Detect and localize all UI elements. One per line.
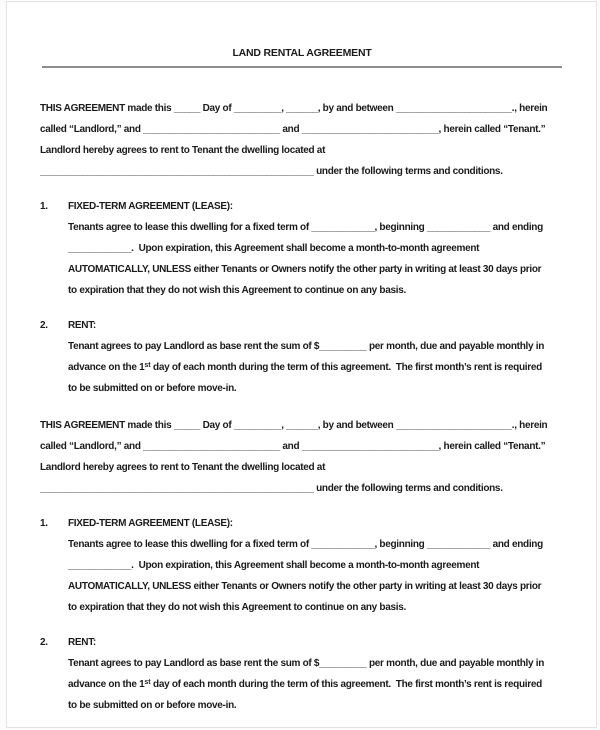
body-line: Tenant agrees to pay Landlord as base rent the sum of $_________ per month, due and payable monthly in: [68, 658, 545, 669]
body-line: AUTOMATICALLY, UNLESS either Tenants or Owners notify the other party in writing at least 30 days prior: [68, 264, 542, 275]
section-body: [68, 217, 564, 301]
section-body: [68, 653, 564, 716]
agreement-block-2: [40, 415, 564, 716]
intro-line: Landlord hereby agrees to rent to Tenant the dwelling located at: [40, 462, 326, 473]
section-fixed-term: [40, 196, 564, 301]
body-line: to be submitted on or before move-in.: [68, 383, 237, 394]
body-line: AUTOMATICALLY, UNLESS either Tenants or Owners notify the other party in writing at least 30 days prior: [68, 581, 542, 592]
body-line: Tenants agree to lease this dwelling for a fixed term of ____________, beginning ____________ and ending: [68, 539, 543, 550]
intro-line: THIS AGREEMENT made this _____ Day of _________, ______, by and between ______________________., herein: [40, 103, 548, 114]
document-content: [7, 47, 596, 716]
section-rent: [40, 315, 564, 399]
body-line: Tenants agree to lease this dwelling for a fixed term of ____________, beginning ____________ and ending: [68, 222, 543, 233]
section-fixed-term: [40, 513, 564, 618]
section-heading: FIXED-TERM AGREEMENT (LEASE):: [68, 201, 233, 212]
intro-paragraph: [40, 415, 564, 499]
intro-line: THIS AGREEMENT made this _____ Day of _________, ______, by and between ______________________., herein: [40, 420, 548, 431]
section-heading: FIXED-TERM AGREEMENT (LEASE):: [68, 518, 233, 529]
body-line: [68, 357, 564, 378]
section-heading-row: [40, 632, 564, 653]
section-number: 1.: [40, 201, 48, 212]
body-line: to be submitted on or before move-in.: [68, 700, 237, 711]
agreement-block-1: [40, 98, 564, 399]
body-line: to expiration that they do not wish this Agreement to continue on any basis.: [68, 602, 406, 613]
section-body: [68, 534, 564, 618]
body-line: [68, 674, 564, 695]
body-line-text: advance on the 1: [68, 679, 145, 690]
body-line: Tenant agrees to pay Landlord as base rent the sum of $_________ per month, due and payable monthly in: [68, 341, 545, 352]
superscript-ordinal: st: [144, 679, 151, 686]
intro-line: ____________________________________________________ under the following terms and conditions.: [40, 166, 503, 177]
body-line: to expiration that they do not wish this Agreement to continue on any basis.: [68, 285, 406, 296]
body-line-text: day of each month during the term of this agreement. The first month’s rent is required: [150, 679, 542, 690]
section-heading: RENT:: [68, 637, 96, 648]
document-title: LAND RENTAL AGREEMENT: [232, 47, 372, 59]
section-number: 2.: [40, 637, 48, 648]
intro-line: called “Landlord,” and __________________________ and __________________________, herein called “Tenant.”: [40, 124, 546, 135]
body-line: ____________. Upon expiration, this Agreement shall become a month-to-month agreement: [68, 243, 480, 254]
document-page: [6, 1, 597, 728]
intro-line: Landlord hereby agrees to rent to Tenant the dwelling located at: [40, 145, 326, 156]
section-number: 1.: [40, 518, 48, 529]
body-line: ____________. Upon expiration, this Agreement shall become a month-to-month agreement: [68, 560, 480, 571]
body-line-text: day of each month during the term of this agreement. The first month’s rent is required: [150, 362, 542, 373]
section-number: 2.: [40, 320, 48, 331]
intro-paragraph: [40, 98, 564, 182]
section-heading-row: [40, 315, 564, 336]
body-line-text: advance on the 1: [68, 362, 145, 373]
section-heading-row: [40, 196, 564, 217]
superscript-ordinal: st: [144, 362, 151, 369]
section-heading-row: [40, 513, 564, 534]
intro-line: ____________________________________________________ under the following terms and conditions.: [40, 483, 503, 494]
section-rent: [40, 632, 564, 716]
intro-line: called “Landlord,” and __________________________ and __________________________, herein called “Tenant.”: [40, 441, 546, 452]
section-body: [68, 336, 564, 399]
section-heading: RENT:: [68, 320, 96, 331]
title-rule: [42, 66, 562, 68]
